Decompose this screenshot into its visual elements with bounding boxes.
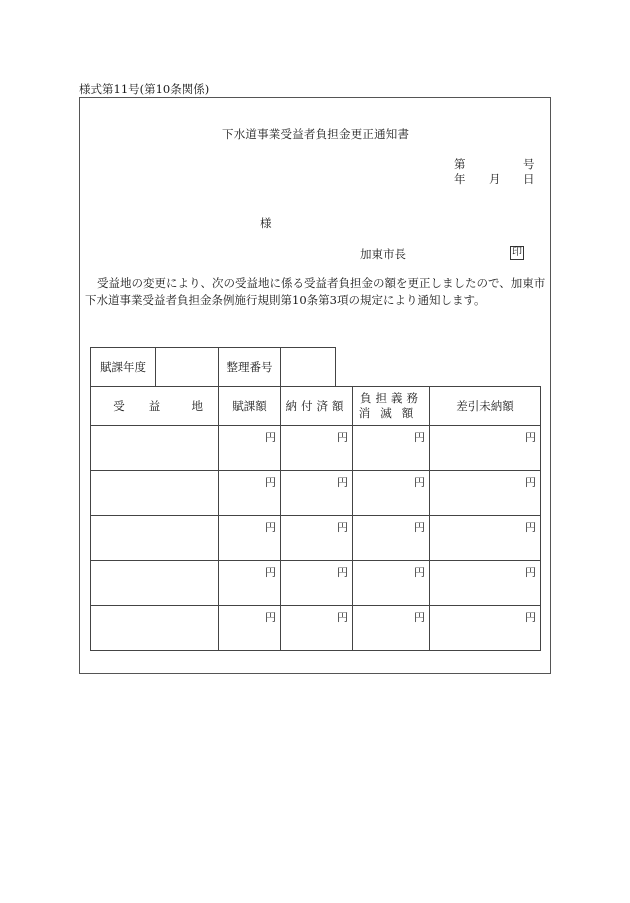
unpaid-cell[interactable]: 円	[430, 561, 541, 606]
assessed-amount-header: 賦課額	[219, 387, 281, 426]
extinguished-cell[interactable]: 円	[353, 516, 430, 561]
land-cell[interactable]	[91, 471, 219, 516]
table-row	[91, 516, 541, 561]
assessed-cell[interactable]: 円	[219, 561, 281, 606]
seal-box: 印	[512, 247, 522, 258]
assessed-cell[interactable]: 円	[219, 606, 281, 651]
table-row	[91, 426, 541, 471]
paid-cell[interactable]: 円	[281, 561, 353, 606]
assessed-cell[interactable]: 円	[219, 516, 281, 561]
table-row	[91, 561, 541, 606]
assessment-table	[90, 386, 541, 651]
assessed-cell[interactable]: 円	[219, 426, 281, 471]
land-header-char-2: 益	[148, 399, 161, 413]
extinguished-cell[interactable]: 円	[353, 561, 430, 606]
number-go-label: 号	[523, 157, 535, 171]
paid-cell[interactable]: 円	[281, 471, 353, 516]
extinguished-cell[interactable]: 円	[353, 426, 430, 471]
paid-amount-header: 納付済額	[281, 387, 353, 426]
extinguished-header-line1: 負担義務	[360, 391, 422, 405]
land-cell[interactable]	[91, 606, 219, 651]
unpaid-cell[interactable]: 円	[430, 516, 541, 561]
date-day-label: 日	[523, 172, 535, 186]
extinguished-header-line2: 消滅額	[358, 406, 424, 420]
document-title: 下水道事業受益者負担金更正通知書	[222, 127, 410, 141]
land-cell[interactable]	[91, 561, 219, 606]
paid-cell[interactable]: 円	[281, 516, 353, 561]
extinguished-amount-header	[353, 387, 430, 426]
reference-number-label: 整理番号	[219, 348, 281, 387]
addressee-honorific: 様	[260, 216, 272, 230]
paid-cell[interactable]: 円	[281, 606, 353, 651]
extinguished-cell[interactable]: 円	[353, 471, 430, 516]
table-header-row	[91, 387, 541, 426]
paid-cell[interactable]: 円	[281, 426, 353, 471]
notice-body-text: 受益地の変更により、次の受益地に係る受益者負担金の額を更正しましたので、加東市下水道事業受益者負担金条例施行規則第10条第3項の規定により通知します。	[85, 276, 546, 307]
table-row	[91, 471, 541, 516]
date-month-label: 月	[489, 172, 501, 186]
fiscal-info-table	[90, 347, 336, 387]
assessed-cell[interactable]: 円	[219, 471, 281, 516]
reference-number-field[interactable]	[281, 348, 336, 387]
unpaid-cell[interactable]: 円	[430, 426, 541, 471]
land-cell[interactable]	[91, 516, 219, 561]
extinguished-cell[interactable]: 円	[353, 606, 430, 651]
land-header	[91, 387, 219, 426]
date-year-label: 年	[454, 172, 466, 186]
unpaid-amount-header: 差引未納額	[430, 387, 541, 426]
unpaid-cell[interactable]: 円	[430, 606, 541, 651]
land-header-char-3: 地	[191, 399, 203, 413]
land-header-char-1: 受	[113, 399, 125, 413]
sender-name: 加東市長	[360, 247, 406, 261]
fiscal-year-label: 賦課年度	[91, 348, 156, 387]
number-dai-label: 第	[454, 157, 466, 171]
table-row	[91, 606, 541, 651]
fiscal-year-field[interactable]	[156, 348, 219, 387]
unpaid-cell[interactable]: 円	[430, 471, 541, 516]
form-number-label: 様式第11号(第10条関係)	[79, 82, 210, 96]
land-cell[interactable]	[91, 426, 219, 471]
